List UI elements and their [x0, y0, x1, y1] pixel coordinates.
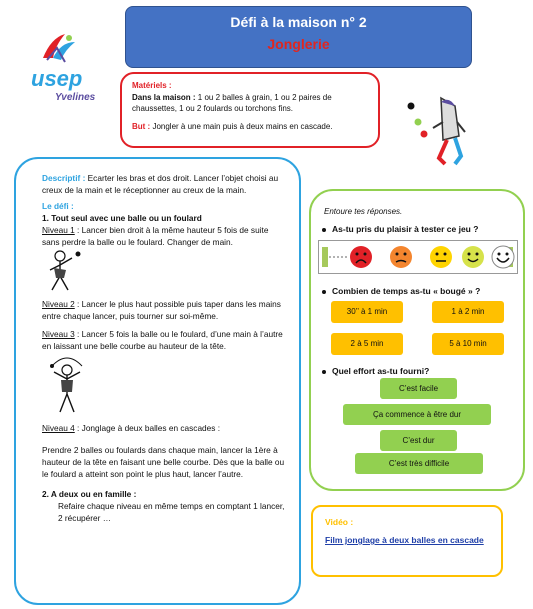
niveau-2: Niveau 2 : Lancer le plus haut possible puis taper dans les mains entre chaque lancer, puis tourner sur soi-même.	[42, 299, 281, 321]
materials-label: Matériels :	[132, 81, 172, 90]
page-title: Défi à la maison n° 2	[230, 14, 367, 30]
time-option-1[interactable]: 30’’ à 1 min	[331, 301, 403, 323]
time-option-3[interactable]: 2 à 5 min	[331, 333, 403, 355]
title-banner	[125, 6, 472, 68]
question-pleasure: As-tu pris du plaisir à tester ce jeu ?	[322, 224, 478, 234]
effort-option-easy[interactable]: C’est facile	[380, 378, 457, 399]
materials-box	[120, 72, 380, 148]
niveau-3: Niveau 3 : Lancer 5 fois la balle ou le foulard, d’une main à l’autre en laissant une belle courbe au hauteur de la tête.	[42, 329, 283, 351]
materials-goal: But : Jongler à une main puis à deux mains en cascade.	[132, 121, 333, 131]
logo-text: usep	[31, 66, 83, 91]
niveau-4-detail: Prendre 2 balles ou foulards dans chaque main, lancer la 1ère à hauteur de la tête en faisant une belle courbe. Dès que la balle ou le foulard a atteint son point le plus haut, lancer l’autre.	[42, 445, 285, 479]
descriptif: Descriptif : Ecarter les bras et dos droit. Lancer l’objet choisi au creux de la main et le réceptionner au creux de la main.	[42, 173, 279, 195]
happy-face-icon[interactable]	[461, 245, 485, 269]
video-label: Vidéo :	[325, 517, 354, 527]
effort-option-hard[interactable]: C’est dur	[380, 430, 457, 451]
time-option-4[interactable]: 5 à 10 min	[432, 333, 504, 355]
page-subtitle: Jonglerie	[267, 36, 330, 52]
usep-logo	[25, 28, 105, 108]
bullet-icon	[322, 228, 326, 232]
effort-option-very-hard[interactable]: C’est très difficile	[355, 453, 483, 474]
defi-label: Le défi :	[42, 201, 74, 211]
survey-panel	[309, 189, 525, 491]
very-sad-face-icon[interactable]	[349, 245, 373, 269]
logo-subtext: Yvelines	[55, 92, 96, 103]
sad-face-icon[interactable]	[389, 245, 413, 269]
time-option-2[interactable]: 1 à 2 min	[432, 301, 504, 323]
juggler-illustration	[405, 92, 483, 174]
materials-home: Dans la maison : 1 ou 2 balles à grain, 1 ou 2 paires de chaussettes, 1 ou 2 foulards ou torchons fins.	[132, 92, 332, 113]
defi-item-1: 1. Tout seul avec une balle ou un foulard	[42, 213, 202, 223]
bullet-icon	[322, 370, 326, 374]
smiley-scale[interactable]	[318, 240, 518, 274]
very-happy-face-icon[interactable]	[491, 245, 515, 269]
effort-option-getting-hard[interactable]: Ça commence à être dur	[343, 404, 491, 425]
neutral-face-icon[interactable]	[429, 245, 453, 269]
niveau-1: Niveau 1 : Lancer bien droit à la même hauteur 5 fois de suite sans perdre la balle ou le foulard. Changer de main.	[42, 225, 269, 247]
defi-item-2: 2. A deux ou en famille :	[42, 489, 137, 499]
question-duration: Combien de temps as-tu « bougé » ?	[322, 286, 480, 296]
video-link[interactable]: Film jonglage à deux balles en cascade	[325, 535, 484, 545]
child-throwing-figure	[42, 248, 102, 294]
child-juggling-figure	[42, 352, 92, 416]
niveau-4: Niveau 4 : Jonglage à deux balles en cascades :	[42, 423, 221, 433]
question-effort: Quel effort as-tu fourni?	[322, 366, 429, 376]
bullet-icon	[322, 290, 326, 294]
instructions-panel	[14, 157, 301, 605]
defi-item-2-text: Refaire chaque niveau en même temps en comptant 1 lancer, 2 récupérer …	[58, 501, 285, 523]
survey-instruction: Entoure tes réponses.	[324, 207, 403, 216]
video-box	[311, 505, 503, 577]
